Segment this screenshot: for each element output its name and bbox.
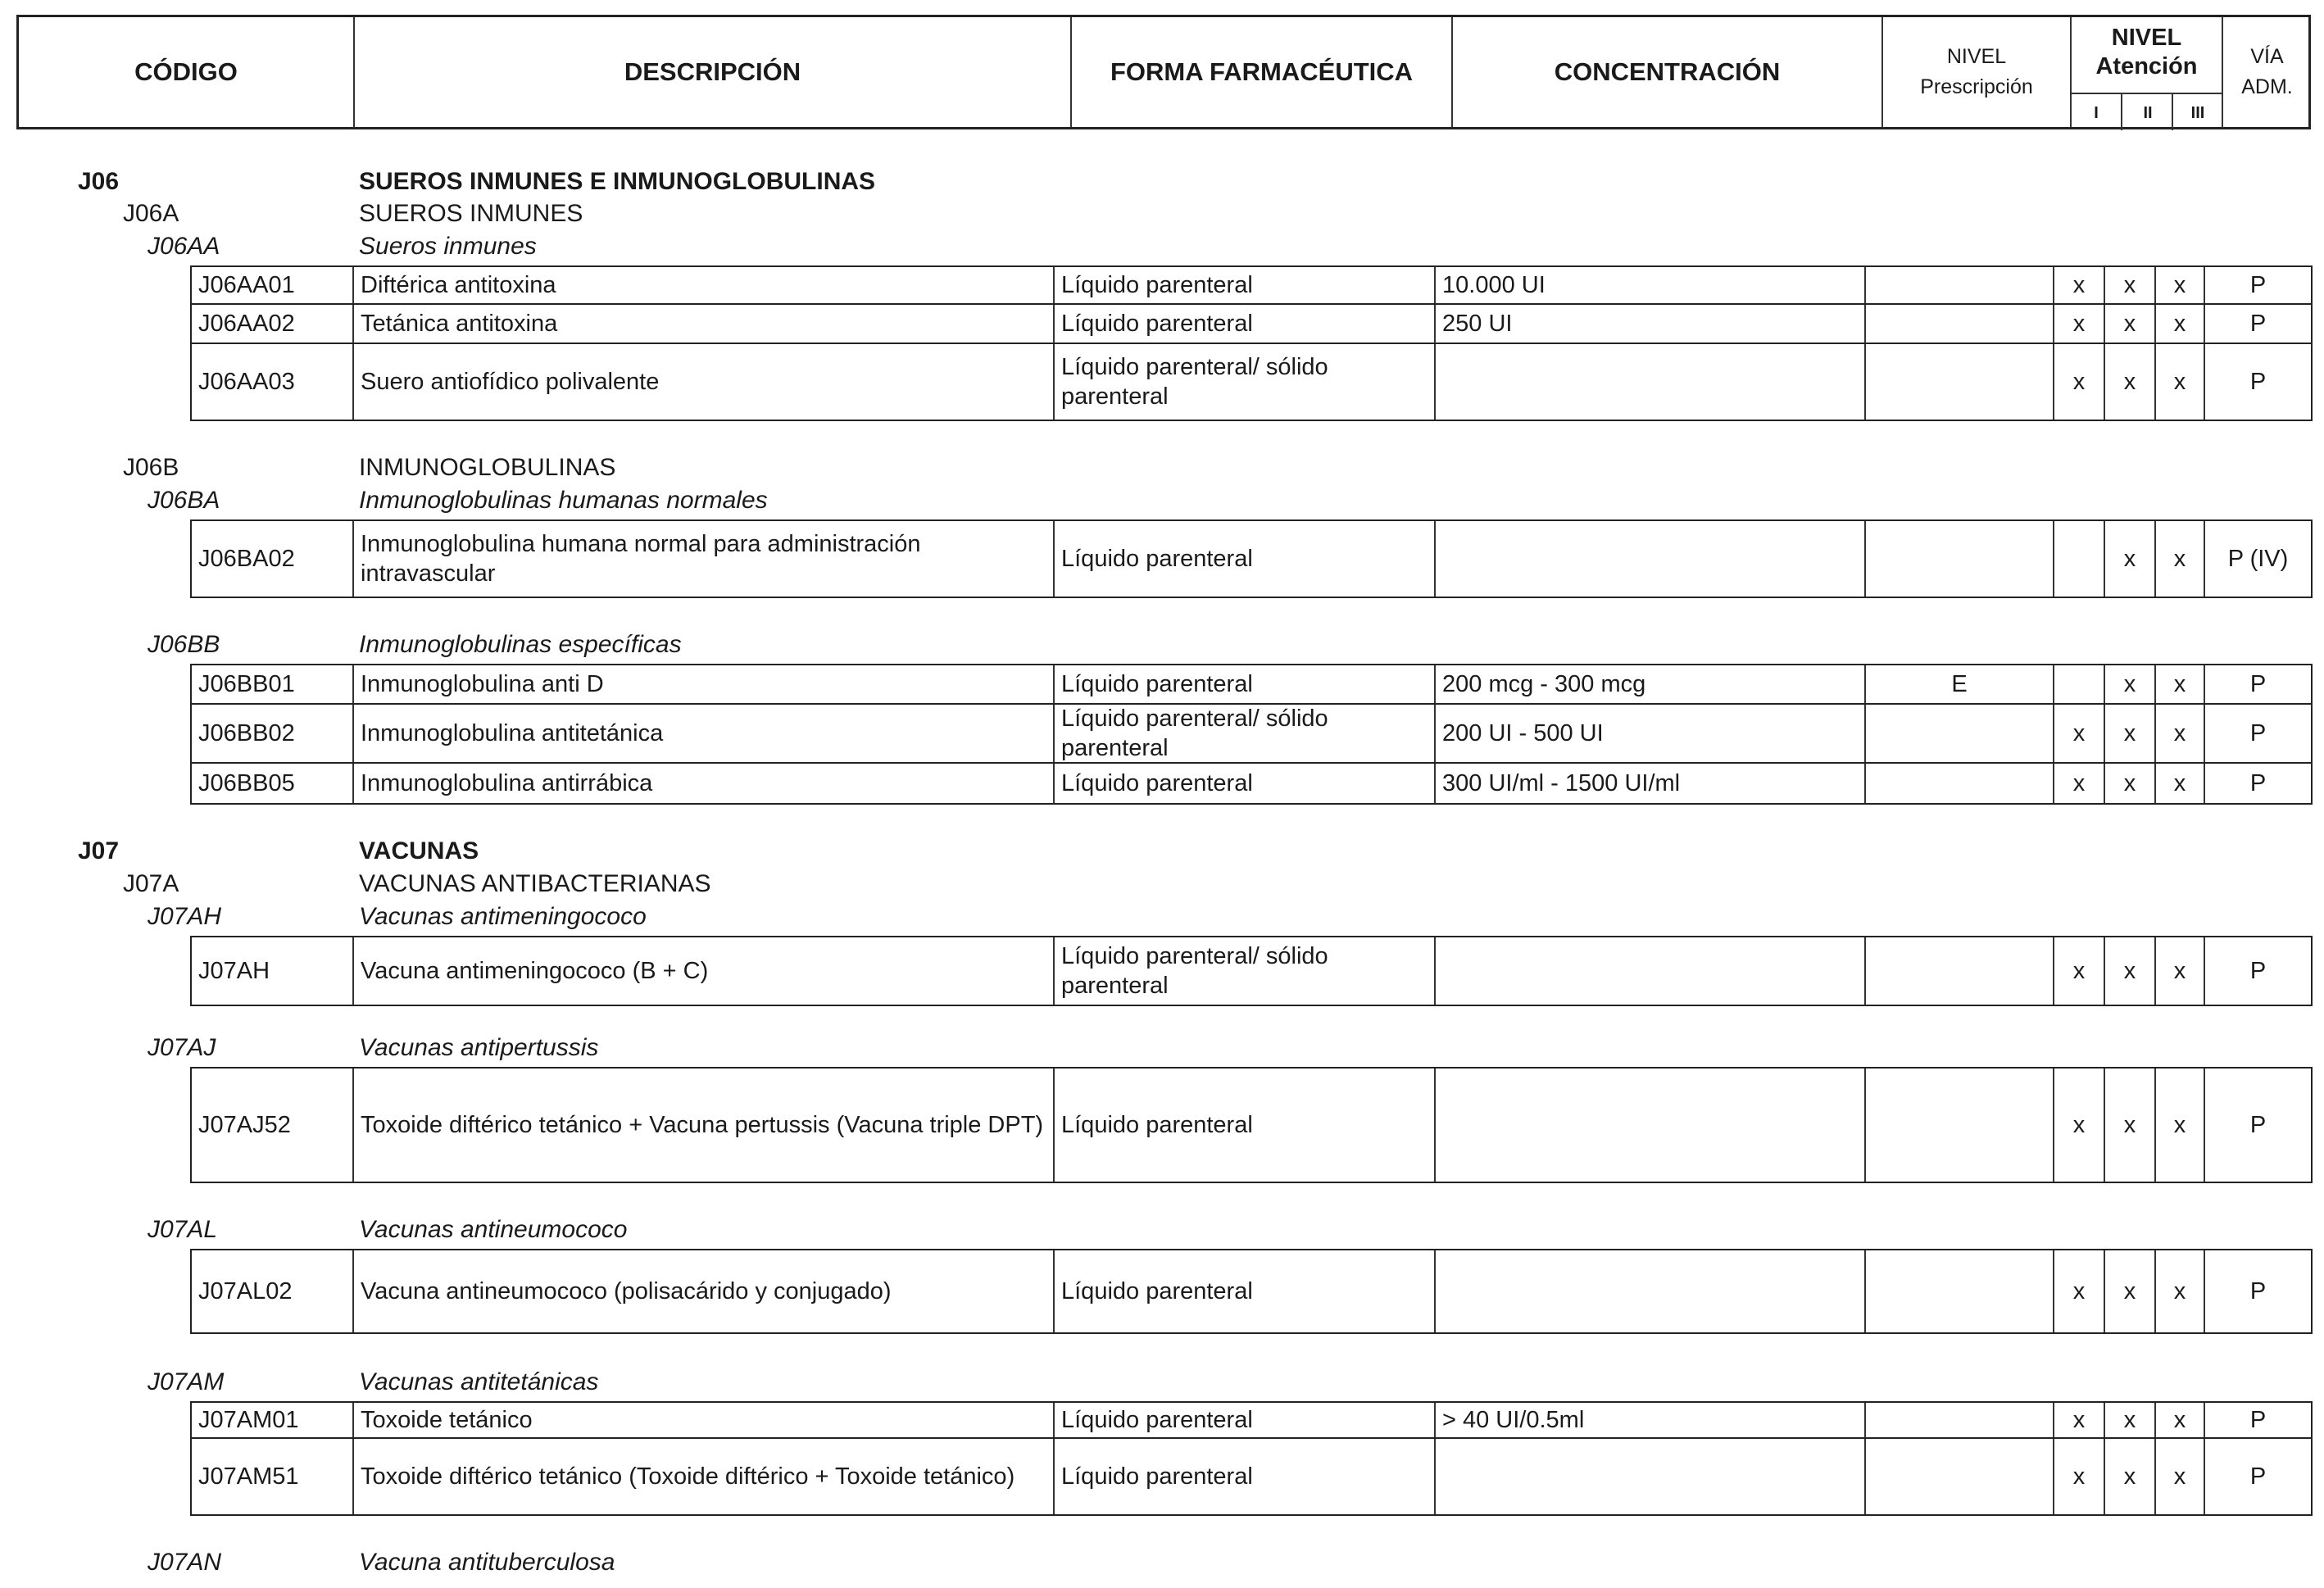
cell-level-3: x	[2156, 267, 2205, 303]
cell-prescripcion	[1866, 764, 2054, 803]
group-code: J06BB	[148, 631, 220, 658]
header-level-1: I	[2094, 103, 2099, 122]
subsection-title: INMUNOGLOBULINAS	[359, 454, 616, 481]
cell-forma: Líquido parenteral	[1055, 1250, 1436, 1332]
header-nivel-presc-line2: Prescripción	[1920, 75, 2033, 98]
cell-level-1: x	[2054, 764, 2105, 803]
cell-level-2: x	[2105, 267, 2156, 303]
group-title: Sueros inmunes	[359, 233, 537, 260]
cell-description: Suero antiofídico polivalente	[354, 344, 1055, 420]
cell-level-2: x	[2105, 344, 2156, 420]
cell-code: J07AH	[192, 937, 354, 1005]
cell-via: P	[2249, 1463, 2267, 1490]
section-title: SUEROS INMUNES E INMUNOGLOBULINAS	[359, 168, 876, 195]
cell-concentracion: 300 UI/ml - 1500 UI/ml	[1436, 764, 1866, 803]
cell-code: J07AL02	[192, 1250, 354, 1332]
cell-level-1	[2054, 665, 2105, 703]
cell-description: Inmunoglobulina anti D	[354, 665, 1055, 703]
cell-prescripcion	[1866, 521, 2054, 597]
cell-prescripcion	[1866, 1068, 2054, 1182]
cell-concentracion	[1436, 937, 1866, 1005]
header-forma: FORMA FARMACÉUTICA	[1072, 17, 1453, 127]
header-level-3: III	[2190, 103, 2205, 122]
cell-description: Vacuna antimeningococo (B + C)	[354, 937, 1055, 1005]
cell-concentracion: 250 UI	[1436, 305, 1866, 343]
cell-level-3: x	[2156, 937, 2205, 1005]
cell-forma: Líquido parenteral	[1055, 665, 1436, 703]
group-title: Vacunas antimeningococo	[359, 903, 647, 930]
header-nivel-presc-line1: NIVEL	[1946, 44, 2007, 68]
header-level-2: II	[2143, 103, 2153, 122]
cell-level-2: x	[2105, 705, 2156, 762]
header-concentracion: CONCENTRACIÓN	[1453, 17, 1883, 127]
group-title: Vacunas antitetánicas	[359, 1368, 599, 1395]
cell-level-1: x	[2054, 267, 2105, 303]
cell-level-2: x	[2105, 937, 2156, 1005]
cell-forma: Líquido parenteral	[1055, 521, 1436, 597]
cell-code: J06BB02	[192, 705, 354, 762]
cell-via: P	[2249, 1111, 2267, 1138]
cell-concentracion: 200 UI - 500 UI	[1436, 705, 1866, 762]
table-row	[190, 343, 2313, 421]
cell-description: Toxoide tetánico	[354, 1403, 1055, 1437]
cell-description: Toxoide diftérico tetánico (Toxoide diftérico + Toxoide tetánico)	[354, 1439, 1055, 1514]
cell-level-1: x	[2054, 1068, 2105, 1182]
table-row	[190, 303, 2313, 344]
cell-description: Tetánica antitoxina	[354, 305, 1055, 343]
cell-description: Inmunoglobulina humana normal para administración intravascular	[354, 521, 1055, 597]
cell-description: Diftérica antitoxina	[354, 267, 1055, 303]
cell-level-3: x	[2156, 305, 2205, 343]
cell-level-1: x	[2054, 1250, 2105, 1332]
cell-code: J06AA03	[192, 344, 354, 420]
cell-forma: Líquido parenteral	[1055, 305, 1436, 343]
cell-description: Inmunoglobulina antitetánica	[354, 705, 1055, 762]
table-row	[190, 265, 2313, 305]
group-code: J06BA	[148, 487, 220, 514]
cell-concentracion	[1436, 521, 1866, 597]
cell-level-3: x	[2156, 344, 2205, 420]
cell-code: J07AJ52	[192, 1068, 354, 1182]
cell-via: P (IV)	[2227, 545, 2289, 572]
section-code: J07	[78, 837, 120, 864]
cell-prescripcion	[1866, 344, 2054, 420]
cell-level-1	[2054, 521, 2105, 597]
cell-concentracion: > 40 UI/0.5ml	[1436, 1403, 1866, 1437]
cell-code: J07AM51	[192, 1439, 354, 1514]
cell-concentracion	[1436, 1068, 1866, 1182]
group-title: Inmunoglobulinas específicas	[359, 631, 682, 658]
subsection-code: J06B	[123, 454, 179, 481]
cell-code: J06BB01	[192, 665, 354, 703]
cell-level-1: x	[2054, 305, 2105, 343]
group-title: Vacunas antineumococo	[359, 1216, 628, 1243]
group-code: J06AA	[148, 233, 220, 260]
group-code: J07AJ	[148, 1034, 216, 1061]
group-title: Vacuna antituberculosa	[359, 1549, 615, 1576]
cell-via: P	[2249, 769, 2267, 796]
table-row	[190, 703, 2313, 764]
cell-description: Inmunoglobulina antirrábica	[354, 764, 1055, 803]
header-nivel-at-line2: Atención	[2095, 52, 2198, 79]
cell-prescripcion	[1866, 305, 2054, 343]
cell-prescripcion	[1866, 1403, 2054, 1437]
cell-level-3: x	[2156, 521, 2205, 597]
cell-via: P	[2249, 1277, 2267, 1304]
cell-concentracion	[1436, 344, 1866, 420]
cell-via: P	[2249, 368, 2267, 395]
cell-description: Toxoide diftérico tetánico + Vacuna pertussis (Vacuna triple DPT)	[354, 1068, 1055, 1182]
cell-forma: Líquido parenteral/ sólido parenteral	[1055, 705, 1436, 762]
cell-forma: Líquido parenteral/ sólido parenteral	[1055, 344, 1436, 420]
cell-via: P	[2249, 957, 2267, 984]
header-via-line1: VÍA	[2250, 44, 2284, 68]
cell-level-2: x	[2105, 764, 2156, 803]
cell-level-1: x	[2054, 705, 2105, 762]
cell-code: J06AA01	[192, 267, 354, 303]
group-code: J07AL	[148, 1216, 218, 1243]
cell-forma: Líquido parenteral	[1055, 1439, 1436, 1514]
cell-level-2: x	[2105, 1250, 2156, 1332]
cell-forma: Líquido parenteral	[1055, 267, 1436, 303]
table-row	[190, 1437, 2313, 1516]
subsection-code: J06A	[123, 200, 179, 227]
cell-prescripcion: E	[1866, 665, 2054, 703]
group-title: Inmunoglobulinas humanas normales	[359, 487, 768, 514]
cell-level-3: x	[2156, 764, 2205, 803]
header-codigo: CÓDIGO	[19, 17, 355, 127]
cell-forma: Líquido parenteral	[1055, 1403, 1436, 1437]
cell-level-2: x	[2105, 1068, 2156, 1182]
subsection-title: VACUNAS ANTIBACTERIANAS	[359, 870, 711, 897]
cell-concentracion: 10.000 UI	[1436, 267, 1866, 303]
table-row	[190, 664, 2313, 705]
cell-concentracion	[1436, 1250, 1866, 1332]
cell-level-3: x	[2156, 665, 2205, 703]
header-nivel-prescripcion	[1883, 17, 2072, 127]
cell-level-2: x	[2105, 1439, 2156, 1514]
cell-code: J07AM01	[192, 1403, 354, 1437]
cell-code: J06BA02	[192, 521, 354, 597]
cell-concentracion: 200 mcg - 300 mcg	[1436, 665, 1866, 703]
cell-level-2: x	[2105, 521, 2156, 597]
cell-level-2: x	[2105, 1403, 2156, 1437]
cell-code: J06BB05	[192, 764, 354, 803]
cell-via: P	[2249, 271, 2267, 298]
table-row	[190, 1249, 2313, 1334]
cell-concentracion	[1436, 1439, 1866, 1514]
cell-level-1: x	[2054, 1403, 2105, 1437]
cell-level-1: x	[2054, 344, 2105, 420]
cell-prescripcion	[1866, 937, 2054, 1005]
cell-level-3: x	[2156, 1250, 2205, 1332]
subsection-code: J07A	[123, 870, 179, 897]
cell-via: P	[2249, 719, 2267, 746]
cell-level-2: x	[2105, 665, 2156, 703]
cell-via: P	[2249, 310, 2267, 337]
group-code: J07AN	[148, 1549, 222, 1576]
subsection-title: SUEROS INMUNES	[359, 200, 583, 227]
table-row	[190, 936, 2313, 1006]
header-descripcion: DESCRIPCIÓN	[355, 17, 1072, 127]
cell-level-3: x	[2156, 1403, 2205, 1437]
cell-description: Vacuna antineumococo (polisacárido y conjugado)	[354, 1250, 1055, 1332]
header-nivel-at-line1: NIVEL	[2111, 25, 2182, 51]
cell-forma: Líquido parenteral/ sólido parenteral	[1055, 937, 1436, 1005]
cell-level-1: x	[2054, 937, 2105, 1005]
section-code: J06	[78, 168, 120, 195]
group-code: J07AM	[148, 1368, 225, 1395]
cell-level-3: x	[2156, 1068, 2205, 1182]
header-via-line2: ADM.	[2241, 75, 2293, 98]
table-row	[190, 762, 2313, 805]
group-title: Vacunas antipertussis	[359, 1034, 599, 1061]
cell-forma: Líquido parenteral	[1055, 764, 1436, 803]
cell-forma: Líquido parenteral	[1055, 1068, 1436, 1182]
section-title: VACUNAS	[359, 837, 479, 864]
group-code: J07AH	[148, 903, 222, 930]
cell-prescripcion	[1866, 1250, 2054, 1332]
cell-level-3: x	[2156, 705, 2205, 762]
cell-via: P	[2249, 670, 2267, 697]
table-header	[16, 15, 2311, 129]
cell-prescripcion	[1866, 1439, 2054, 1514]
cell-via: P	[2249, 1406, 2267, 1433]
header-via	[2223, 17, 2311, 127]
table-row	[190, 520, 2313, 598]
cell-level-2: x	[2105, 305, 2156, 343]
table-row	[190, 1067, 2313, 1183]
cell-code: J06AA02	[192, 305, 354, 343]
cell-level-1: x	[2054, 1439, 2105, 1514]
cell-prescripcion	[1866, 705, 2054, 762]
cell-level-3: x	[2156, 1439, 2205, 1514]
table-row	[190, 1401, 2313, 1439]
cell-prescripcion	[1866, 267, 2054, 303]
